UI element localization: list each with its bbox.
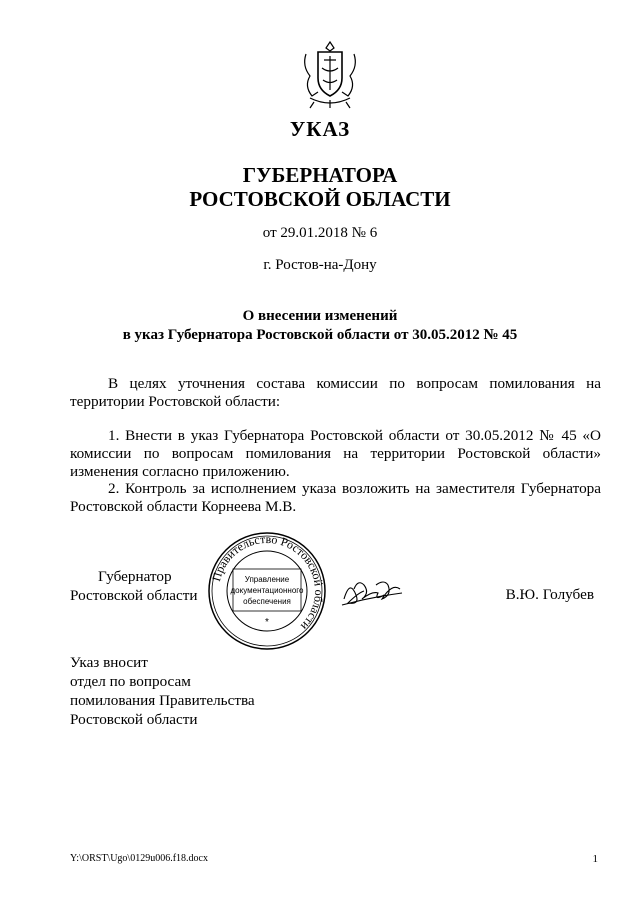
coat-of-arms-icon [298,38,362,110]
page-number: 1 [592,853,598,865]
stamp-inner-line-1: Управление [244,575,290,584]
position-line-2: Ростовской области [70,587,198,604]
issuer-title [0,163,640,211]
position-line-1: Губернатор [98,568,172,585]
stamp-inner-line-3: обеспечения [243,597,291,606]
introduced-by-line-3: помилования Правительства [70,692,255,709]
city: г. Ростов-на-Дону [263,257,377,273]
signatory-position [70,567,198,605]
subject-line-2: в указ Губернатора Ростовской области от 30.05.2012 № 45 [122,327,518,343]
item-2-paragraph: 2. Контроль за исполнением указа возложить на заместителя Губернатора Ростовской области Корнеева М.В. [70,480,601,515]
stamp-inner-line-2: документационного [230,586,304,595]
issuer-line-1: ГУБЕРНАТОРА [242,163,398,187]
subject-line-1: О внесении изменений [242,308,398,324]
date-number: от 29.01.2018 № 6 [262,225,378,241]
stamp-outer-text: Правительство Ростовской области [209,531,327,634]
introduced-by-line-1: Указ вносит [70,654,148,671]
introduced-by-line-2: отдел по вопросам [70,673,191,690]
official-stamp [206,530,328,652]
signatory-name: В.Ю. Голубев [505,586,594,603]
introduced-by-line-4: Ростовской области [70,711,198,728]
introduced-by-block [70,653,255,729]
item-1-paragraph: 1. Внести в указ Губернатора Ростовской области от 30.05.2012 № 45 «О комиссии по вопросам помилования на территории Ростовской области» изменения согласно приложению. [70,427,601,480]
document-type: УКАЗ [289,117,351,141]
file-path: Y:\ORST\Ugo\0129u006.f18.docx [70,853,208,864]
stamp-star: * [265,617,269,628]
subject-heading [0,307,640,345]
issuer-line-2: РОСТОВСКОЙ ОБЛАСТИ [189,187,451,211]
preamble-paragraph: В целях уточнения состава комиссии по вопросам помилования на территории Ростовской области: [70,375,601,410]
handwritten-signature [340,575,410,611]
